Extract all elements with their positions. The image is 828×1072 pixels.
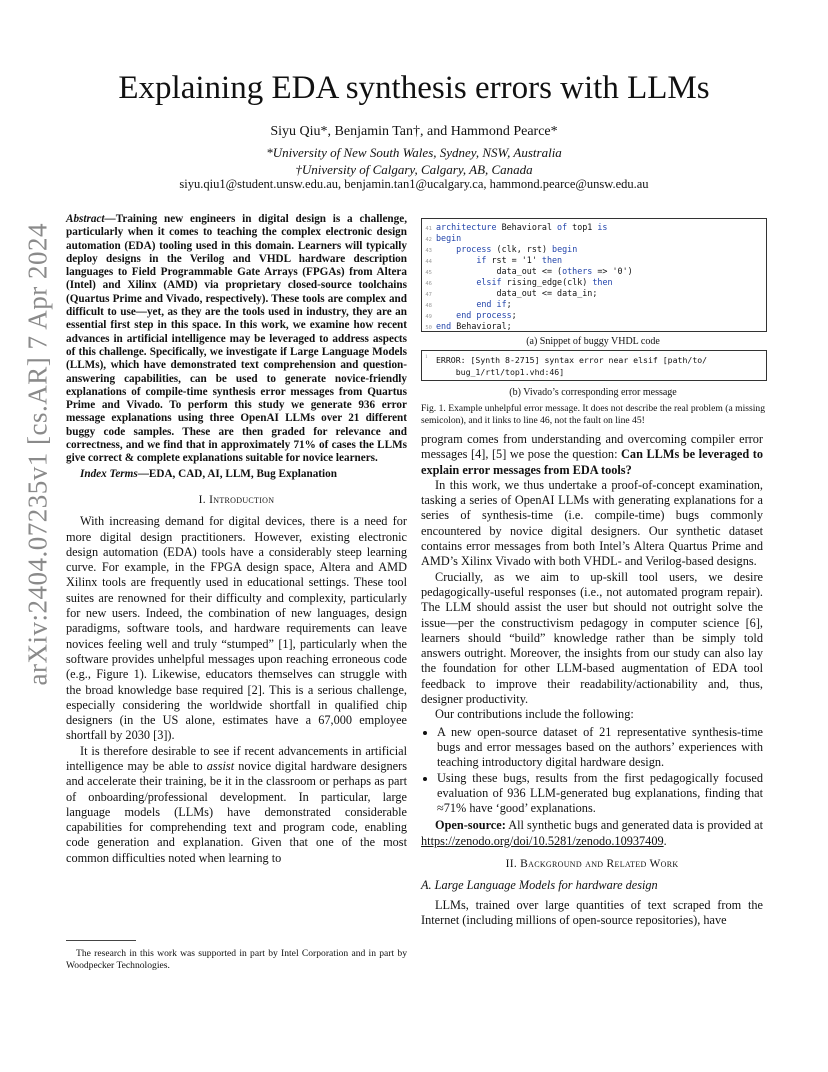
subsection-heading: A. Large Language Models for hardware design [421,878,658,893]
line-number: 47 [425,292,432,298]
code-text: data_out <= data_in; [496,288,598,298]
subfigure-caption-b: (b) Vivado’s corresponding error message [509,387,677,398]
index-terms-label: Index Terms [80,467,138,480]
code-text: data_out <= (others => '0') [496,266,633,276]
list-item: • A new open-source dataset of 21 representative synthesis-time bugs and error messages based on the authors’ experiences with teaching introductory digital hardware design. [437,725,763,771]
arxiv-stamp-text: arXiv:2404.07235v1 [cs.AR] 7 Apr 2024 [22,223,53,686]
line-number: 42 [425,237,432,243]
line-number: 41 [425,226,432,232]
author-emails: siyu.qiu1@student.unsw.edu.au, benjamin.tan1@ucalgary.ca, hammond.pearce@unsw.edu.au [179,177,649,191]
list-item: • Using these bugs, results from the first pedagogically focused evaluation of 936 LLM-generated bug explanations, finding that ≈71% have ‘good’ explanations. [437,771,763,817]
figure-caption: Fig. 1. Example unhelpful error message. It does not describe the real problem (a missing semicolon), and it links to line 46, not the fault on line 45! [421,403,765,426]
code-line [422,266,633,277]
authors: Siyu Qiu*, Benjamin Tan†, and Hammond Pearce* [270,124,558,139]
intro-p2-emphasis: assist [206,758,235,773]
intro-p2-end: novice digital hardware designers and accelerate their training, be it in the classroom or perhaps as part of onboarding/professional development. In particular, large language models (LLMs) have demonstrated considerable capabilities for comprehending text and program code, enabling code generation and explanation. Given that one of the most common difficulties noted when learning to [66,758,407,865]
code-text: elsif rising_edge(clk) then [476,277,613,287]
line-number: 45 [425,270,432,276]
section-heading-introduction: I. Introduction [198,493,275,506]
open-source-paragraph: Open-source: All synthetic bugs and generated data is provided at https://zenodo.org/doi/10.5281/zenodo.10937409. [421,818,763,848]
code-line [422,310,517,321]
footnote-text: The research in this work was supported in part by Intel Corporation and in part by Woodpecker Technologies. [66,948,407,971]
code-text: begin [436,233,462,243]
abstract-label: Abstract— [66,213,116,225]
code-text: process (clk, rst) begin [456,244,578,254]
error-message-box [421,350,767,381]
line-number: 44 [425,259,432,265]
subfigure-caption-a: (a) Snippet of buggy VHDL code [526,336,660,347]
error-line-2: bug_1/rtl/top1.vhd:46] [436,367,565,377]
code-line [422,255,562,266]
left-column [66,213,407,866]
code-text: if rst = '1' then [476,255,563,265]
code-line [422,233,461,244]
line-number: 49 [425,314,432,320]
line-number: 43 [425,248,432,254]
right-p1-text: program comes from understanding and overcoming compiler error messages [4], [5] we pose the question: [421,432,763,462]
intro-paragraph-2 [66,744,407,866]
code-listing [421,218,767,332]
code-line [422,244,577,255]
code-line [422,299,512,310]
index-terms-body: —EDA, CAD, AI, LLM, Bug Explanation [137,467,337,480]
zenodo-link[interactable]: https://zenodo.org/doi/10.5281/zenodo.10937409 [421,833,664,848]
intro-paragraph-1: With increasing demand for digital devices, there is a need for more digital design practitioners. However, existing electronic design automation (EDA) tools have a considerably steep learning curve. For example, in the FPGA design space, Altera and AMD Xilinx tools are frequently used in educational settings. These tool suites are renowned for their difficulty and complexity, particularly for new users. Indeed, the combination of new languages, design paradigms, software tools, and hardware requirements can leave novices feeling well and truly “stumped” [1], particularly when the software provides unhelpful messages upon reaching erroneous code (e.g., Figure 1). Likewise, educators themselves can struggle with the broad knowledge base required [2]. This is a serious challenge, especially considering the worldwide shortfall in qualified chip designers (in the US alone, estimates have a 67,000 employee shortfall by 2030 [3]). [66,514,407,743]
code-line [422,222,607,233]
intro-p2-start: It is therefore desirable to see if recent advancements in artificial intelligence may be able to [66,743,407,773]
line-number: 50 [425,325,432,331]
index-terms [66,468,407,481]
right-paragraph-4: Our contributions include the following: [435,707,634,722]
open-source-label: Open-source: [435,818,506,833]
arxiv-stamp [18,223,58,710]
code-line [422,321,512,332]
code-line [422,288,597,299]
right-column [421,432,763,928]
abstract-body: Training new engineers in digital design is a challenge, particularly when it comes to teaching the complex electronic design automation (EDA) tooling used in this domain. Learners will typically deploy designs in the Verilog and VHDL hardware description languages to Field Programmable Gate Arrays (FPGAs) from Altera (Intel) and Xilinx (AMD) via proprietary closed-source toolchains (Quartus Prime and Vivado, respectively). These tools are complex and difficult to use—yet, as they are the tools used in industry, they are an essential first step in this space. In this work, we examine how recent advances in artificial intelligence may be leveraged to address aspects of this challenge. Specifically, we investigate if Large Language Models (LLMs), which have demonstrated text comprehension and question-answering capabilities, can be used to generate novice-friendly explanations of compile-time synthesis error messages from Quartus Prime and Vivado. To perform this study we generate 936 error message explanations using three OpenAI LLMs over 21 different buggy code samples. These are then graded for relevance and correctness, and we find that in approximately 71% of cases the LLMs give correct & complete explanations suitable for novice learners. [66,213,407,465]
right-paragraph-3: Crucially, as we aim to up-skill tool users, we desire pedagogically-useful responses (i.e., not automated program repair). The LLM should assist the user but should not outright solve the issue—per the constructivism pedagogy in computer science [6], learners should “build” knowledge rather than be simply told answers outright. Moreover, the insights from our study can also lay the foundation for other LLM-based augmentation of EDA tool feedback to improve their readability/actionability and, thus, designer productivity. [421,569,763,707]
paper-title: Explaining EDA synthesis errors with LLMs [118,70,710,106]
section-heading-background: II. Background and Related Work [505,858,679,871]
right-paragraph-5: LLMs, trained over large quantities of text scraped from the Internet (including millions of open-source repositories), have [421,897,763,927]
code-text: end if; [476,299,512,309]
footnote-rule [66,940,136,941]
line-number: 46 [425,281,432,287]
contributions-list [421,725,763,817]
code-text: end process; [456,310,517,320]
code-text: architecture Behavioral of top1 is [436,222,608,232]
abstract [66,213,407,466]
research-question: Can LLMs be leveraged to explain error messages from EDA tools? [421,447,763,477]
code-line [422,277,613,288]
code-text: end Behavioral; [436,321,512,331]
right-paragraph-2: In this work, we thus undertake a proof-of-concept examination, tasking a series of OpenAI LLMs with generating explanations for a series of synthesis-time (i.e. compile-time) bugs commonly encountered by novice digital designers. Our synthetic dataset contains error messages from both Intel’s Altera Quartus Prime and AMD’s Xilinx Vivado with both VHDL- and Verilog-based designs. [421,477,763,569]
right-paragraph-1 [421,432,763,478]
error-line-1: ERROR: [Synth 8-2715] syntax error near elsif [path/to/ [436,355,708,365]
error-line-number: 1 [425,354,428,360]
affiliation-2: †University of Calgary, Calgary, AB, Canada [295,162,533,177]
footnote [66,948,407,971]
open-source-text: All synthetic bugs and generated data is provided at [505,818,763,833]
line-number: 48 [425,303,432,309]
affiliation-1: *University of New South Wales, Sydney, NSW, Australia [266,145,562,160]
